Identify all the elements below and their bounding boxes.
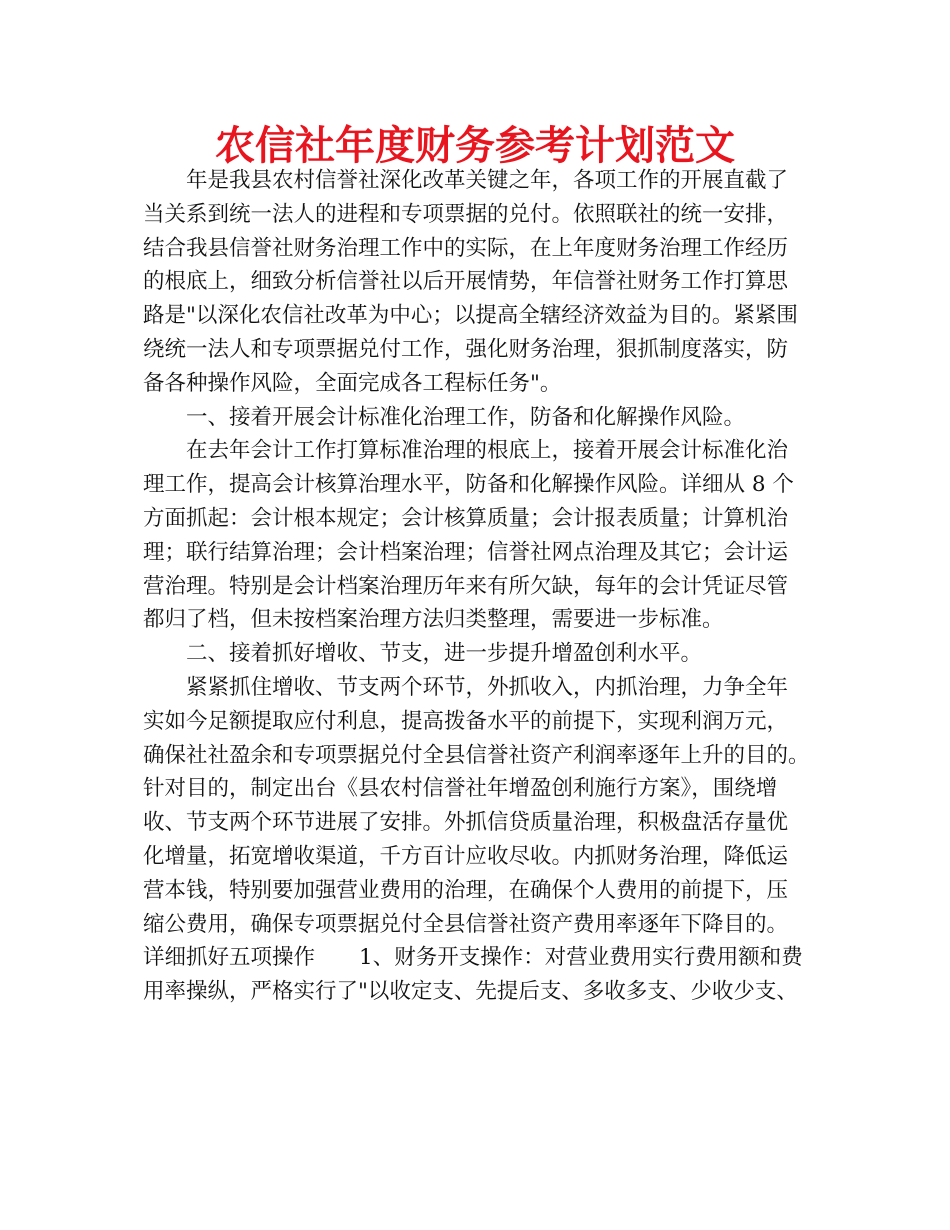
body-line-text: 都归了档，但未按档案治理方法归类整理，需要进一步标准。 [143, 607, 724, 633]
body-line [143, 265, 823, 299]
body-line [143, 975, 823, 1009]
body-line [143, 705, 823, 739]
body-line-text: 理工作，提高会计核算治理水平，防备和化解操作风险。详细从 8 个 [143, 472, 794, 498]
body-line [143, 333, 823, 367]
body-line [143, 401, 823, 435]
body-line-text: 年是我县农村信誉社深化改革关键之年，各项工作的开展直截了 [186, 168, 789, 193]
body-line [143, 299, 823, 333]
body-line-text: 方面抓起：会计根本规定；会计核算质量；会计报表质量；计算机治 [143, 505, 789, 531]
document-body [143, 164, 823, 1009]
body-line [143, 671, 823, 705]
body-line [143, 502, 823, 536]
body-line [143, 198, 823, 232]
body-line-text: 的根底上，细致分析信誉社以后开展情势，年信誉社财务工作打算思 [143, 269, 789, 295]
body-line [143, 164, 823, 198]
body-line-text: 备各种操作风险，全面完成各工程标任务"。 [143, 370, 562, 396]
body-line-text: 化增量，拓宽增收渠道，千方百计应收尽收。内抓财务治理，降低运 [143, 843, 789, 869]
body-line-text: 针对目的，制定出台《县农村信誉社年增盈创利施行方案》，围绕增 [143, 776, 778, 802]
body-line-text: 在去年会计工作打算标准治理的根底上，接着开展会计标准化治 [186, 438, 789, 464]
body-line [143, 434, 823, 468]
document-title: 农信社年度财务参考计划范文 [215, 123, 735, 169]
body-line [143, 772, 823, 806]
body-line-text: 营本钱，特别要加强营业费用的治理，在确保个人费用的前提下，压 [143, 877, 789, 903]
body-line [143, 874, 823, 908]
body-line-text: 确保社社盈余和专项票据兑付全县信誉社资产利润率逐年上升的目的。 [143, 742, 810, 768]
body-line [143, 570, 823, 604]
body-line-text: 结合我县信誉社财务治理工作中的实际，在上年度财务治理工作经历 [143, 235, 789, 261]
body-line-text: 当关系到统一法人的进程和专项票据的兑付。依照联社的统一安排， [143, 201, 789, 227]
body-line-text: 详细抓好五项操作 [143, 945, 316, 971]
body-line [143, 637, 823, 671]
body-line [143, 739, 823, 773]
body-line [143, 603, 823, 637]
body-line [143, 536, 823, 570]
body-line-text: 一、接着开展会计标准化治理工作，防备和化解操作风险。 [186, 404, 746, 430]
body-line-text: 绕统一法人和专项票据兑付工作，强化财务治理，狠抓制度落实，防 [143, 336, 789, 362]
body-line-text: 营治理。特别是会计档案治理历年来有所欠缺，每年的会计凭证尽管 [143, 573, 789, 599]
body-line-text: 路是"以深化农信社改革为中心；以提高全辖经济效益为目的。紧紧围 [143, 303, 798, 329]
body-line [143, 941, 823, 975]
body-line-text: 理；联行结算治理；会计档案治理；信誉社网点治理及其它；会计运 [143, 539, 789, 565]
body-line-text: 实如今足额提取应付利息，提高拨备水平的前提下，实现利润万元， [143, 708, 789, 734]
body-line [143, 367, 823, 401]
body-line [143, 232, 823, 266]
body-line [143, 840, 823, 874]
body-line-text: 二、接着抓好增收、节支，进一步提升增盈创利水平。 [186, 641, 703, 667]
body-line-text: 紧紧抓住增收、节支两个环节，外抓收入，内抓治理，力争全年 [186, 674, 789, 700]
body-line-text: 用率操纵，严格实行了"以收定支、先提后支、多收多支、少收少支、 [143, 979, 798, 1005]
body-line [143, 468, 823, 502]
body-line-text: 收、节支两个环节进展了安排。外抓信贷质量治理，积极盘活存量优 [143, 810, 789, 836]
body-line-text: 缩公费用，确保专项票据兑付全县信誉社资产费用率逐年下降目的。 [143, 911, 789, 937]
body-line [143, 908, 823, 942]
body-line-text-continued: 1、财务开支操作：对营业费用实行费用额和费 [359, 945, 803, 971]
body-line [143, 806, 823, 840]
